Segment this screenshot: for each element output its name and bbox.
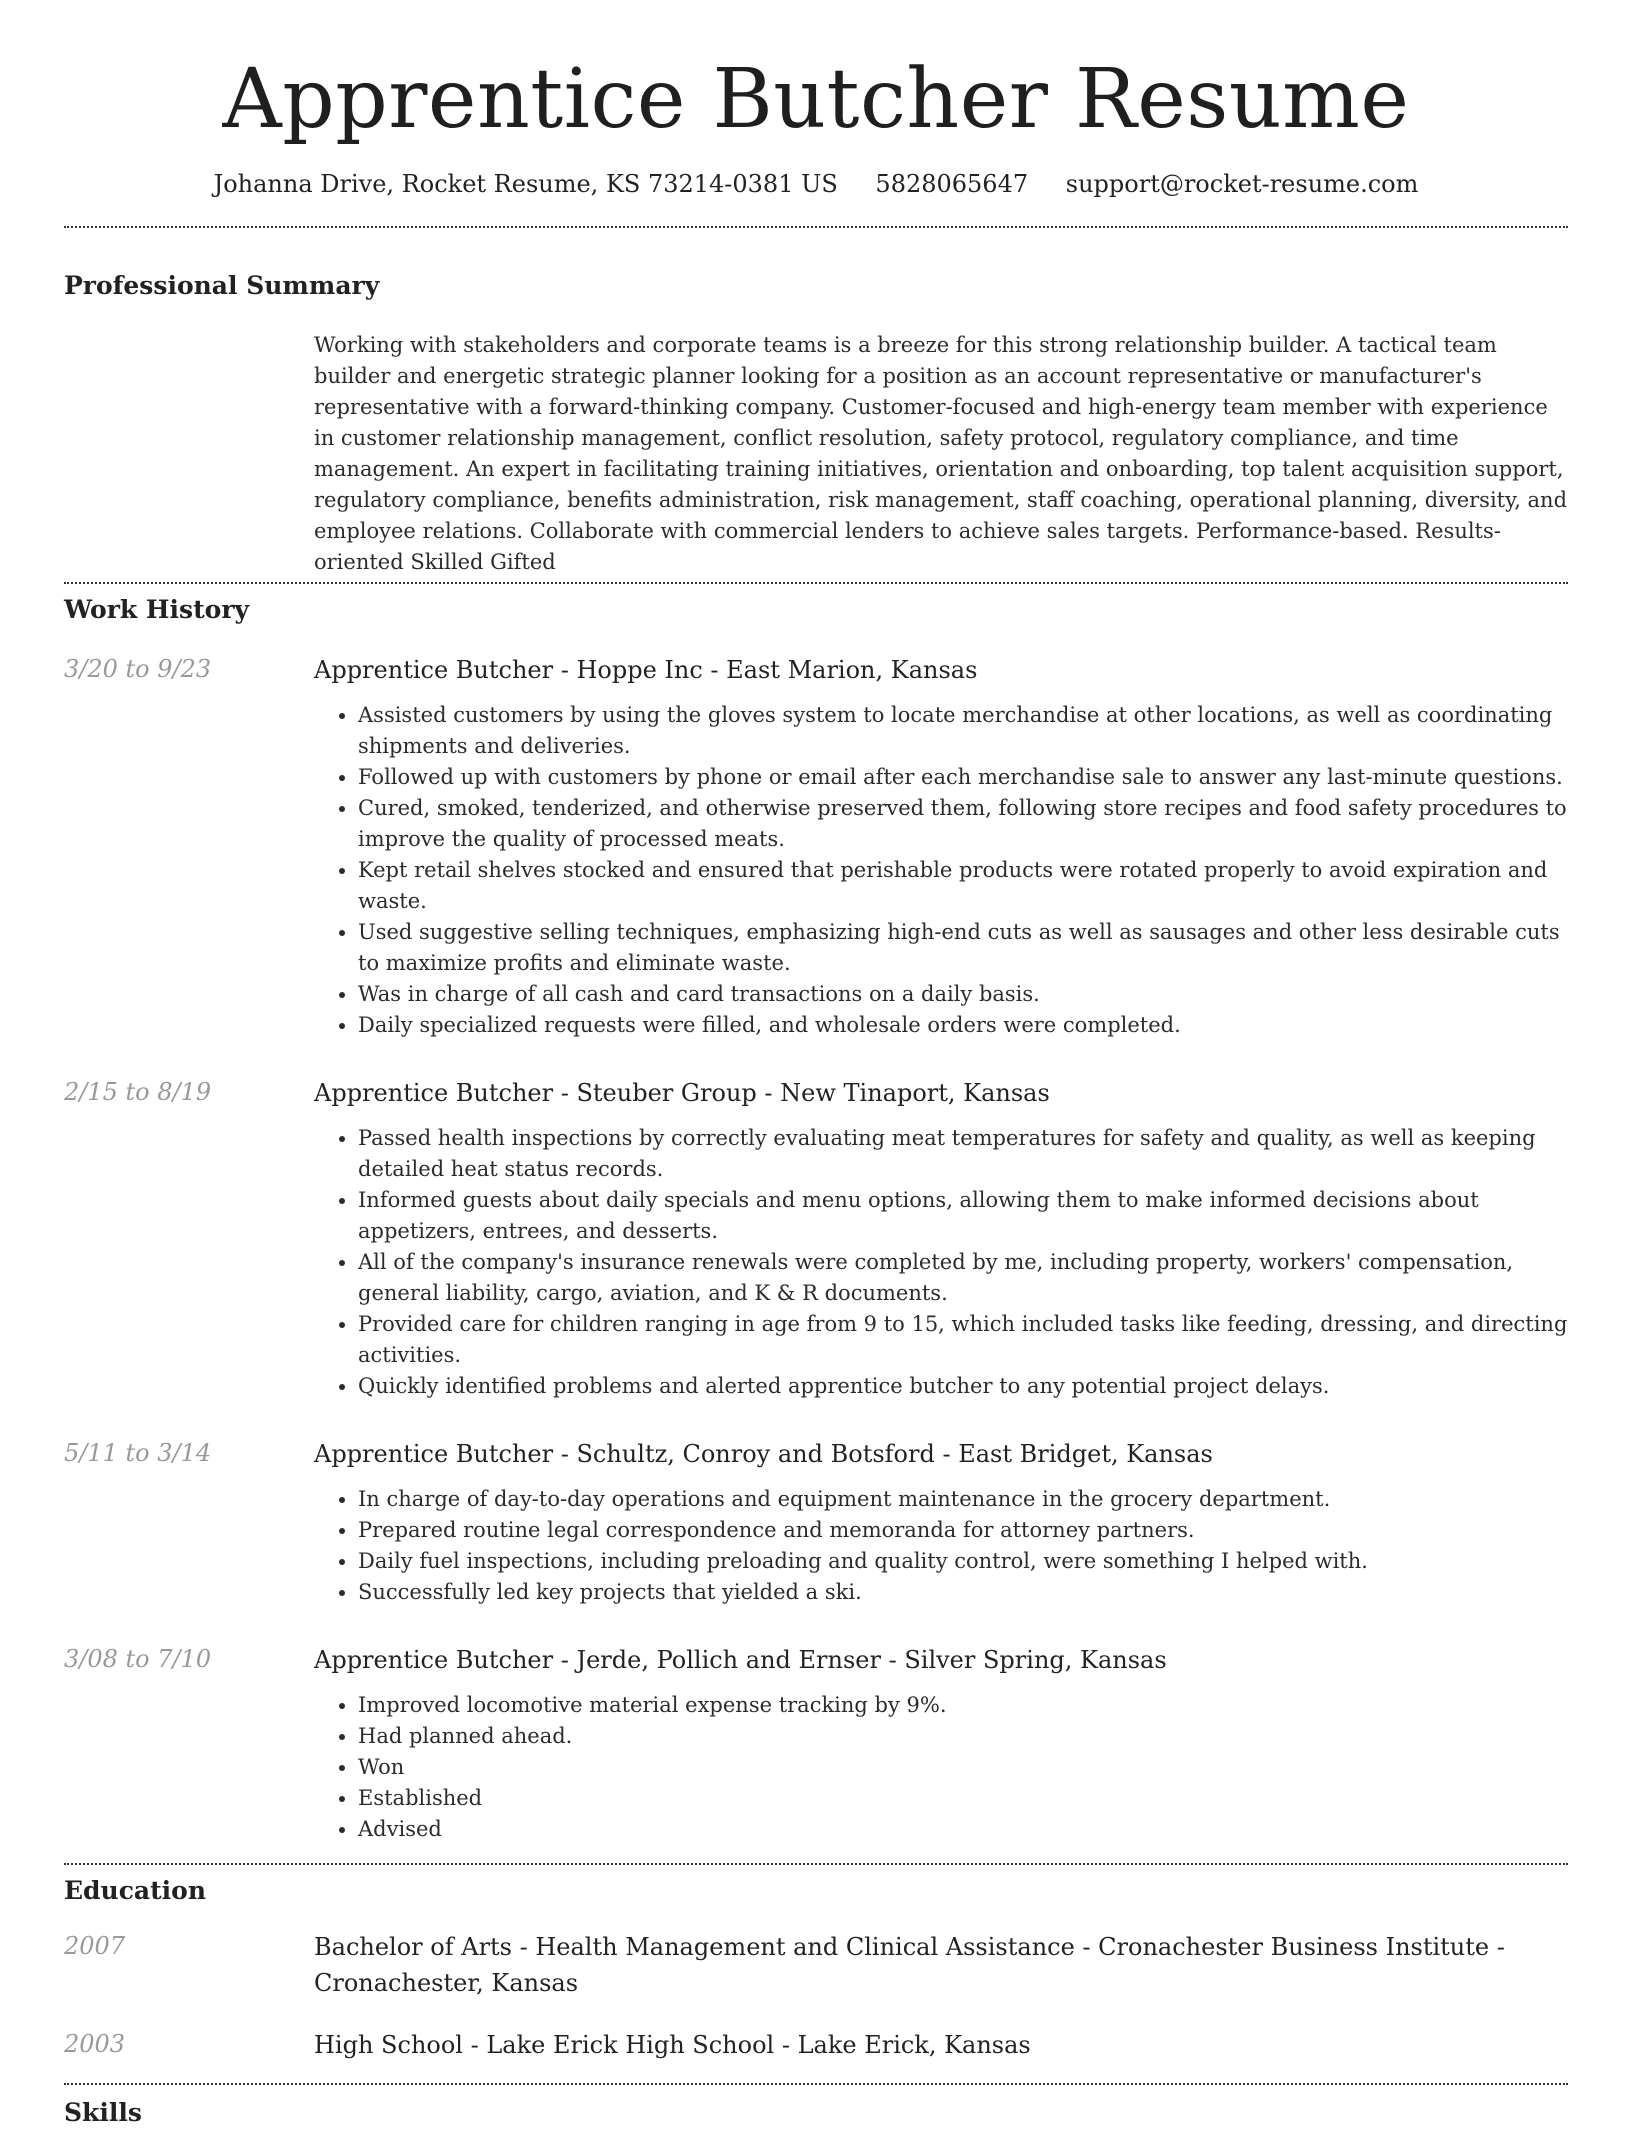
job-entry [64, 652, 1568, 1041]
job-bullet: • Quickly identified problems and alerted apprentice butcher to any potential project delays. [358, 1371, 1568, 1402]
education-entry [64, 2027, 1568, 2063]
job-bullet: • Established [358, 1783, 1568, 1814]
job-date: 3/08 to 7/10 [64, 1645, 212, 1673]
section-divider [64, 1863, 1568, 1865]
contact-phone: 5828065647 [875, 170, 1029, 198]
education-title: High School - Lake Erick High School - Lake Erick, Kansas [314, 2031, 1031, 2059]
contact-line [64, 168, 1568, 200]
job-content [314, 1075, 1568, 1402]
job-date: 2/15 to 8/19 [64, 1078, 212, 1106]
job-content [314, 1642, 1568, 1845]
resume-page [64, 0, 1568, 2129]
education-title: Bachelor of Arts - Health Management and Clinical Assistance - Cronachester Business Institute - Cronachester, Kansas [314, 1933, 1505, 1997]
skills-section [64, 2097, 1568, 2129]
job-bullet: • Was in charge of all cash and card transactions on a daily basis. [358, 979, 1568, 1010]
contact-email: support@rocket-resume.com [1065, 170, 1419, 198]
job-bullet: • Had planned ahead. [358, 1721, 1568, 1752]
job-bullet: • All of the company's insurance renewals were completed by me, including property, workers' compensation, general liability, cargo, aviation, and K & R documents. [358, 1247, 1568, 1309]
job-entry [64, 1075, 1568, 1402]
section-heading-skills: Skills [64, 2098, 142, 2127]
job-title: Apprentice Butcher - Jerde, Pollich and Ernser - Silver Spring, Kansas [314, 1646, 1167, 1674]
job-bullets [314, 1123, 1568, 1402]
section-divider [64, 582, 1568, 584]
job-bullet: • Followed up with customers by phone or email after each merchandise sale to answer any last-minute questions. [358, 762, 1568, 793]
education-date: 2003 [64, 2030, 126, 2058]
job-bullet: • Daily fuel inspections, including preloading and quality control, were something I helped with. [358, 1546, 1568, 1577]
job-title: Apprentice Butcher - Hoppe Inc - East Marion, Kansas [314, 656, 978, 684]
job-bullet: • Daily specialized requests were filled, and wholesale orders were completed. [358, 1010, 1568, 1041]
job-entry [64, 1436, 1568, 1608]
job-bullet: • Informed guests about daily specials and menu options, allowing them to make informed decisions about appetizers, entrees, and desserts. [358, 1185, 1568, 1247]
work-history-section [64, 594, 1568, 1863]
job-title: Apprentice Butcher - Steuber Group - New Tinaport, Kansas [314, 1079, 1050, 1107]
job-bullet: • Cured, smoked, tenderized, and otherwise preserved them, following store recipes and food safety procedures to improve the quality of processed meats. [358, 793, 1568, 855]
job-bullet: • Prepared routine legal correspondence and memoranda for attorney partners. [358, 1515, 1568, 1546]
section-heading-work-history: Work History [64, 595, 250, 624]
job-date: 5/11 to 3/14 [64, 1439, 212, 1467]
section-divider [64, 226, 1568, 228]
job-bullet: • Successfully led key projects that yielded a ski. [358, 1577, 1568, 1608]
job-bullet: • Won [358, 1752, 1568, 1783]
job-content [314, 652, 1568, 1041]
section-heading-education: Education [64, 1876, 207, 1905]
job-bullet: • Passed health inspections by correctly evaluating meat temperatures for safety and quality, as well as keeping detailed heat status records. [358, 1123, 1568, 1185]
job-content [314, 1436, 1568, 1608]
summary-text: Working with stakeholders and corporate teams is a breeze for this strong relationship builder. A tactical team builder and energetic strategic planner looking for a position as an account representative or manufacturer's representative with a forward-thinking company. Customer-focused and high-energy team member with experience in customer relationship management, conflict resolution, safety protocol, regulatory compliance, and time management. An expert in facilitating training initiatives, orientation and onboarding, top talent acquisition support, regulatory compliance, benefits administration, risk management, staff coaching, operational planning, diversity, and employee relations. Collaborate with commercial lenders to achieve sales targets. Performance-based. Results-oriented Skilled Gifted [314, 333, 1568, 574]
job-bullet: • Used suggestive selling techniques, emphasizing high-end cuts as well as sausages and other less desirable cuts to maximize profits and eliminate waste. [358, 917, 1568, 979]
job-bullets [314, 1484, 1568, 1608]
job-entry [64, 1642, 1568, 1845]
education-section [64, 1875, 1568, 2083]
education-date: 2007 [64, 1932, 126, 1960]
job-bullets [314, 700, 1568, 1041]
job-date: 3/20 to 9/23 [64, 655, 212, 683]
section-heading-summary: Professional Summary [64, 271, 380, 300]
resume-title: Apprentice Butcher Resume [222, 52, 1410, 147]
job-bullet: • Advised [358, 1814, 1568, 1845]
job-bullet: • Assisted customers by using the gloves system to locate merchandise at other locations, as well as coordinating shipments and deliveries. [358, 700, 1568, 762]
contact-address: Johanna Drive, Rocket Resume, KS 73214-0381 US [213, 170, 838, 198]
section-divider [64, 2083, 1568, 2085]
job-bullet: • Improved locomotive material expense tracking by 9%. [358, 1690, 1568, 1721]
job-bullets [314, 1690, 1568, 1845]
job-bullet: • Provided care for children ranging in age from 9 to 15, which included tasks like feeding, dressing, and directing activities. [358, 1309, 1568, 1371]
education-entry [64, 1929, 1568, 2001]
professional-summary-section [64, 270, 1568, 578]
job-title: Apprentice Butcher - Schultz, Conroy and Botsford - East Bridget, Kansas [314, 1440, 1213, 1468]
job-bullet: • Kept retail shelves stocked and ensured that perishable products were rotated properly to avoid expiration and waste. [358, 855, 1568, 917]
job-bullet: • In charge of day-to-day operations and equipment maintenance in the grocery department. [358, 1484, 1568, 1515]
